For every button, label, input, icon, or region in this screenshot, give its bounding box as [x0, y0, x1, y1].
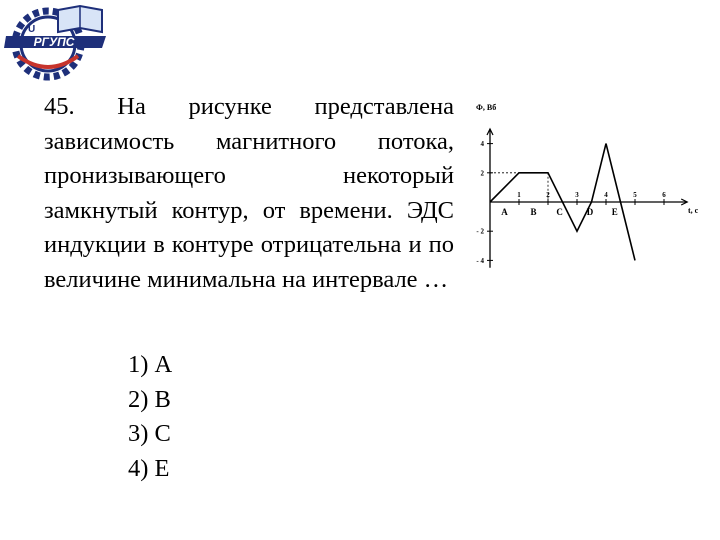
- flux-time-graph: [466, 96, 720, 276]
- answer-option-1[interactable]: 1) А: [128, 351, 173, 378]
- interval-label: C: [556, 207, 563, 217]
- answer-option-2[interactable]: 2) В: [128, 385, 171, 413]
- answer-list: [128, 348, 172, 486]
- answer-option-4[interactable]: 4) Е: [128, 454, 170, 482]
- x-tick-label: 6: [662, 191, 666, 199]
- y-tick-label: 4: [480, 140, 484, 149]
- interval-label: B: [530, 207, 537, 217]
- x-tick-label: 3: [575, 191, 579, 199]
- answer-option-3[interactable]: 3) С: [128, 420, 171, 447]
- x-tick-label: 1: [517, 191, 521, 199]
- x-tick-label: 5: [633, 191, 637, 199]
- y-tick-label: - 2: [476, 227, 484, 236]
- x-axis-label: t, с: [688, 206, 699, 215]
- x-tick-label: 4: [604, 191, 608, 199]
- x-tick-label: 2: [546, 191, 550, 199]
- y-axis-label: Ф, Вб: [476, 103, 497, 112]
- y-tick-label: 2: [480, 169, 484, 178]
- logo-letter: U: [28, 24, 36, 35]
- question-text: 45. На рисунке представлена зависимость магнитного потока, пронизывающего некоторый замкнутый контур, от времени. ЭДС индукции в контуре отрицательна и по величине минимальна на интервале …: [44, 93, 454, 293]
- interval-label: D: [586, 207, 594, 217]
- logo-text: РГУПС: [33, 35, 75, 49]
- interval-label: E: [611, 207, 618, 217]
- university-logo: [2, 2, 110, 82]
- interval-label: A: [501, 207, 508, 217]
- y-tick-label: - 4: [476, 256, 484, 265]
